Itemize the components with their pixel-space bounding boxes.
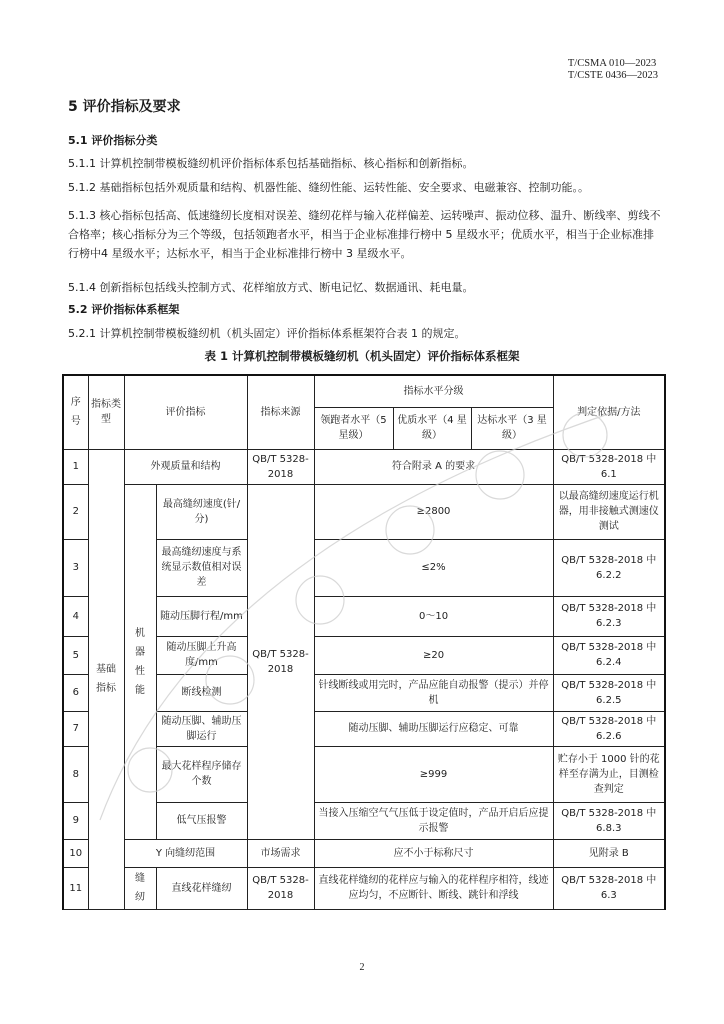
row-number: 3 — [63, 539, 88, 596]
header-category: 指标类型 — [88, 375, 124, 449]
indicator-name: 外观质量和结构 — [124, 449, 247, 484]
indicator-method: 见附录 B — [553, 839, 665, 867]
row-number: 10 — [63, 839, 88, 867]
indicator-method: QB/T 5328-2018 中 6.2.6 — [553, 711, 665, 746]
indicator-source-merged: QB/T 5328-2018 — [247, 484, 314, 839]
table-row — [63, 484, 665, 539]
header-quality: 优质水平（4 星级） — [393, 407, 471, 449]
table-caption: 表 1 计算机控制带模板缝纫机（机头固定）评价指标体系框架 — [204, 349, 520, 363]
header-source: 指标来源 — [247, 375, 314, 449]
indicator-source: QB/T 5328-2018 — [247, 867, 314, 909]
indicator-value: 针线断线或用完时，产品应能自动报警（提示）并停机 — [314, 674, 553, 711]
subcategory-sewing: 缝纫 — [124, 867, 156, 909]
subsection-heading-5-1: 5.1 评价指标分类 — [68, 134, 158, 147]
standard-code-2: T/CSTE 0436—2023 — [567, 70, 658, 81]
table-row — [63, 839, 665, 867]
paragraph-5-1-3: 5.1.3 核心指标包括高、低速缝纫长度相对误差、缝纫花样与输入花样偏差、运转噪声、振动位移、温升、断线率、剪线不合格率；核心指标分为三个等级，包括领跑者水平，相当于企业标准排行榜中 5 星级水平；优质水平，相当于企业标准排行榜中4 星级水平；达标水平，相当于企业标准排行榜中 3 星级水平。 — [68, 209, 661, 260]
row-number: 2 — [63, 484, 88, 539]
row-number: 1 — [63, 449, 88, 484]
indicator-method: 贮存小于 1000 针的花样至存满为止，目测检查判定 — [553, 746, 665, 802]
indicator-value: ≥2800 — [314, 484, 553, 539]
indicator-name: 随动压脚、辅助压脚运行 — [156, 711, 247, 746]
section-title: 5 评价指标及要求 — [68, 99, 181, 115]
row-number: 7 — [63, 711, 88, 746]
header-indicator: 评价指标 — [124, 375, 247, 449]
header-seq: 序号 — [63, 375, 88, 449]
indicator-value: ≥20 — [314, 636, 553, 674]
indicator-method: QB/T 5328-2018 中 6.2.4 — [553, 636, 665, 674]
indicator-method: QB/T 5328-2018 中 6.2.5 — [553, 674, 665, 711]
indicator-name: 最大花样程序储存个数 — [156, 746, 247, 802]
indicator-source: 市场需求 — [247, 839, 314, 867]
indicator-value: 符合附录 A 的要求 — [314, 449, 553, 484]
indicator-source: QB/T 5328-2018 — [247, 449, 314, 484]
header-level-group: 指标水平分级 — [314, 375, 553, 407]
standard-code-1: T/CSMA 010—2023 — [567, 58, 657, 69]
indicator-name: 低气压报警 — [156, 802, 247, 839]
subcategory-machine-performance: 机器性能 — [124, 484, 156, 839]
indicator-name: 最高缝纫速度(针/分) — [156, 484, 247, 539]
row-number: 9 — [63, 802, 88, 839]
indicator-value: 应不小于标称尺寸 — [314, 839, 553, 867]
header-leader: 领跑者水平（5 星级） — [314, 407, 393, 449]
row-number: 6 — [63, 674, 88, 711]
indicator-table — [62, 374, 666, 910]
category-basic: 基础指标 — [88, 449, 124, 909]
document-code — [568, 58, 658, 82]
page-number: 2 — [359, 962, 365, 973]
indicator-method: QB/T 5328-2018 中 6.8.3 — [553, 802, 665, 839]
paragraph-5-1-2: 5.1.2 基础指标包括外观质量和结构、机器性能、缝纫性能、运转性能、安全要求、电磁兼容、控制功能。。 — [68, 181, 589, 194]
indicator-method: QB/T 5328-2018 中 6.3 — [553, 867, 665, 909]
indicator-name: Y 向缝纫范围 — [124, 839, 247, 867]
indicator-value: 当接入压缩空气气压低于设定值时，产品开启后应提示报警 — [314, 802, 553, 839]
indicator-method: QB/T 5328-2018 中 6.1 — [553, 449, 665, 484]
indicator-name: 随动压脚行程/mm — [156, 596, 247, 636]
table-row — [63, 449, 665, 484]
subsection-heading-5-2: 5.2 评价指标体系框架 — [68, 303, 180, 316]
indicator-value: ≥999 — [314, 746, 553, 802]
indicator-value: 直线花样缝纫的花样应与输入的花样程序相符，线迹应均匀，不应断针、断线、跳针和浮线 — [314, 867, 553, 909]
paragraph-5-1-4: 5.1.4 创新指标包括线头控制方式、花样缩放方式、断电记忆、数据通讯、耗电量。 — [68, 281, 474, 294]
row-number: 8 — [63, 746, 88, 802]
indicator-name: 直线花样缝纫 — [156, 867, 247, 909]
header-method: 判定依据/方法 — [553, 375, 665, 449]
indicator-name: 断线检测 — [156, 674, 247, 711]
indicator-name: 最高缝纫速度与系统显示数值相对误差 — [156, 539, 247, 596]
header-standard: 达标水平（3 星级） — [471, 407, 553, 449]
indicator-name: 随动压脚上升高度/mm — [156, 636, 247, 674]
indicator-value: ≤2% — [314, 539, 553, 596]
indicator-method: QB/T 5328-2018 中 6.2.2 — [553, 539, 665, 596]
table-row — [63, 867, 665, 909]
indicator-value: 0～10 — [314, 596, 553, 636]
paragraph-5-1-1: 5.1.1 计算机控制带模板缝纫机评价指标体系包括基础指标、核心指标和创新指标。 — [68, 157, 474, 170]
row-number: 4 — [63, 596, 88, 636]
indicator-method: 以最高缝纫速度运行机器，用非接触式测速仪测试 — [553, 484, 665, 539]
paragraph-5-2-1: 5.2.1 计算机控制带模板缝纫机（机头固定）评价指标体系框架符合表 1 的规定。 — [68, 327, 466, 340]
row-number: 5 — [63, 636, 88, 674]
row-number: 11 — [63, 867, 88, 909]
indicator-value: 随动压脚、辅助压脚运行应稳定、可靠 — [314, 711, 553, 746]
indicator-method: QB/T 5328-2018 中 6.2.3 — [553, 596, 665, 636]
